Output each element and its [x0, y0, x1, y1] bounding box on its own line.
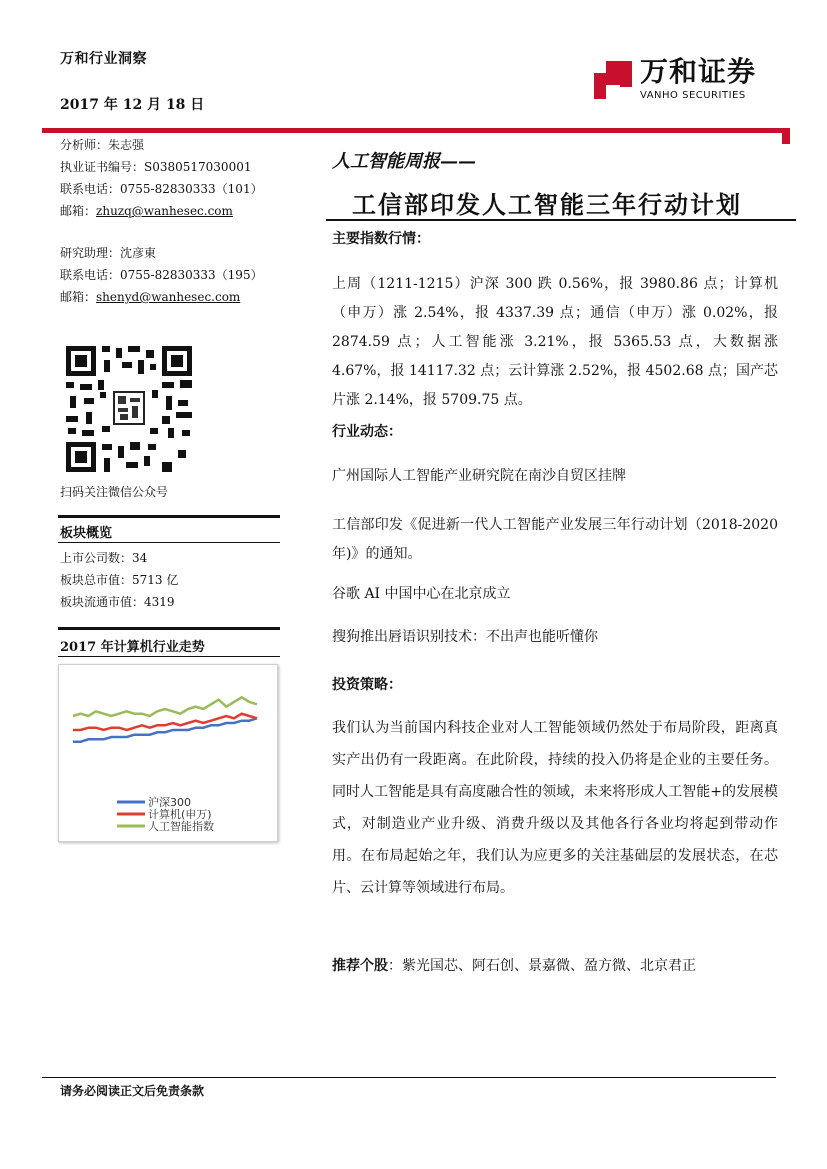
assistant-phone: 联系电话：0755-82830333（195）: [60, 268, 263, 282]
assistant-email-row: [60, 286, 263, 308]
email-label: 邮箱：: [60, 204, 97, 218]
sector-top-rule: [58, 515, 280, 518]
index-section-label: 主要指数行情：: [332, 231, 430, 247]
title-underline: [326, 219, 796, 221]
email-label: 邮箱：: [60, 290, 97, 304]
news-item: 工信部印发《促进新一代人工智能产业发展三年行动计划（2018-2020 年)》的通知。: [332, 517, 778, 562]
analyst-phone: 联系电话：0755-82830333（101）: [60, 182, 263, 196]
news-item: 谷歌 AI 中国中心在北京成立: [332, 586, 511, 602]
logo-english-name: VANHO SECURITIES: [640, 90, 746, 101]
recommended-stocks: [332, 952, 696, 981]
picks-label: 推荐个股: [332, 958, 388, 974]
legend-label: 人工智能指数: [148, 820, 214, 833]
chart-top-rule: [58, 627, 280, 630]
assistant-email-link[interactable]: shenyd@wanhesec.com: [96, 290, 241, 304]
logo-mark-icon: [592, 59, 634, 101]
listed-companies: 上市公司数：34: [60, 551, 148, 565]
sector-stats: [60, 547, 178, 613]
report-series-name: 万和行业洞察: [60, 51, 147, 67]
company-logo: [592, 55, 757, 101]
analyst-name: 分析师：朱志强: [60, 138, 145, 152]
index-paragraph: 上周（1211-1215）沪深 300 跌 0.56%，报 3980.86 点；计算机（申万）涨 2.54%，报 4337.39 点；通信（申万）涨 0.02%，报 2874.59 点；人工智能涨 3.21%，报 5365.53 点，大数据涨 4.67%，报 14117.32 点；云计算涨 2.52%，报 4502.68 点；国产芯片涨 2.14%，报 5709.75 点。: [332, 276, 778, 408]
news-item: 搜狗推出唇语识别技术：不出声也能听懂你: [332, 629, 598, 645]
strategy-section-label: 投资策略：: [332, 677, 402, 693]
news-item: 广州国际人工智能产业研究院在南沙自贸区挂牌: [332, 468, 626, 484]
header-red-bar-corner: [782, 128, 790, 144]
logo-chinese-name: 万和证券: [640, 55, 757, 88]
wechat-qr-code[interactable]: [66, 346, 192, 472]
assistant-name: 研究助理：沈彦東: [60, 246, 157, 260]
footer-rule: [42, 1077, 776, 1078]
report-subtitle: 人工智能周报——: [332, 151, 476, 172]
sector-overview-title: 板块概览: [60, 526, 113, 541]
dynamics-section-label: 行业动态：: [332, 424, 402, 440]
sector-title-rule: [58, 542, 280, 543]
header-red-bar: [42, 128, 786, 133]
chart-title: 2017 年计算机行业走势: [60, 640, 205, 655]
industry-trend-chart: [58, 664, 278, 842]
chart-title-rule: [58, 656, 280, 657]
report-main-title: 工信部印发人工智能三年行动计划: [352, 190, 742, 219]
legend-label: 沪深300: [148, 796, 191, 809]
footer-disclaimer: 请务必阅读正文后免责条款: [60, 1084, 205, 1098]
strategy-paragraph: 我们认为当前国内科技企业对人工智能领域仍然处于布局阶段，距离真实产出仍有一段距离。在此阶段，持续的投入仍将是企业的主要任务。同时人工智能是具有高度融合性的领域，未来将形成人工智能+的发展模式，对制造业产业升级、消费升级以及其他各行各业均将起到带动作用。在布局起始之年，我们认为应更多的关注基础层的发展状态，在芯片、云计算等领域进行布局。: [332, 720, 778, 896]
analyst-license: 执业证书编号：S0380517030001: [60, 160, 252, 174]
legend-label: 计算机(申万): [148, 808, 212, 821]
qr-caption: 扫码关注微信公众号: [60, 485, 169, 499]
analyst-contacts: [60, 134, 263, 308]
picks-list: ：紫光国芯、阿石创、景嘉微、盈方微、北京君正: [388, 958, 696, 974]
trend-chart-svg: [59, 665, 277, 841]
analyst-email-link[interactable]: zhuzq@wanhesec.com: [96, 204, 233, 218]
analyst-email-row: [60, 200, 263, 222]
report-date: 2017 年 12 月 18 日: [60, 97, 205, 113]
series-line-3: [73, 697, 257, 716]
sector-total-market-value: 板块总市值：5713 亿: [60, 573, 179, 587]
sector-float-market-value: 板块流通市值：4319: [60, 595, 175, 609]
